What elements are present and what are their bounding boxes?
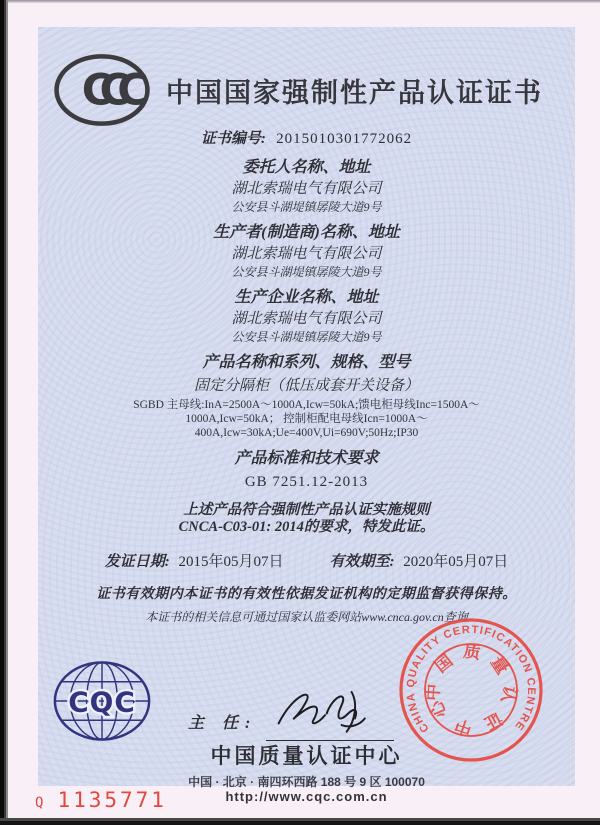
issue-date (105, 550, 284, 571)
product-heading: 产品名称和系列、规格、型号 (202, 354, 411, 371)
certificate-number-label: 证书编号: (200, 131, 266, 147)
applicant-name: 湖北索瑞电气有限公司 (231, 181, 382, 197)
director-signature-row (188, 682, 428, 741)
validity-note: 证书有效期内本证书的有效性依据发证机构的定期监督获得保持。 (96, 587, 517, 602)
ccc-mark-icon (52, 51, 152, 129)
standard-value: GB 7251.12-2013 (244, 474, 369, 490)
serial-prefix: Q (35, 795, 44, 811)
product-specs (38, 398, 575, 440)
stamp-inner-text: 中国质量认证中心 (422, 641, 520, 739)
stamp-ring-text: CHINA QUALITY CERTIFICATION CENTRE (404, 623, 538, 735)
certificate-header (38, 51, 575, 129)
signature-block (266, 682, 394, 741)
form-serial-number (35, 788, 167, 812)
applicant-address: 公安县斗湖堤镇孱陵大道9号 (231, 200, 382, 214)
product-spec-line: 400A,Icw=30kA;Ue=400V,Ui=690V;50Hz;IP30 (194, 427, 419, 439)
issue-date-value: 2015年05月07日 (178, 554, 284, 570)
product-spec-line: 1000A,Icw=50kA； 控制柜配电母线Icn=1000A～ (185, 413, 428, 425)
standard-heading: 产品标准和技术要求 (234, 450, 379, 467)
org-url: http://www.cqc.com.cn (225, 789, 388, 804)
declaration (38, 502, 575, 536)
scan-edge-top (0, 0, 600, 3)
ccc-mark-letters: CCC (81, 65, 135, 116)
cqc-globe-logo (52, 658, 152, 744)
product-spec-line: SGBD 主母线:InA=2500A～1000A,Icw=50kA;馈电柜母线Inc=1500A～ (133, 399, 480, 411)
red-seal-stamp (396, 615, 546, 765)
factory-address: 公安县斗湖堤镇孱陵大道9号 (231, 330, 382, 344)
factory-name: 湖北索瑞电气有限公司 (231, 311, 382, 327)
product-name: 固定分隔柜（低压成套开关设备） (193, 378, 419, 394)
certificate-number-line (38, 129, 575, 149)
scan-edge-bottom (0, 818, 600, 825)
expiry-date (330, 550, 509, 571)
org-address: 中国 · 北京 · 南四环西路 188 号 9 区 100070 (188, 775, 425, 789)
serial-digits: 1135771 (57, 788, 167, 812)
applicant-heading: 委托人名称、地址 (242, 159, 371, 176)
declaration-line: 上述产品符合强制性产品认证实施规则 (183, 502, 430, 518)
manufacturer-address: 公安县斗湖堤镇孱陵大道9号 (231, 265, 382, 279)
dates-row (38, 550, 575, 571)
query-note: 本证书的相关信息可通过国家认监委网站www.cnca.gov.cn查询 (145, 610, 468, 624)
expiry-date-label: 有效期至: (329, 554, 395, 570)
director-signature-icon (266, 682, 394, 740)
cqc-logo-letters: CQC (68, 685, 136, 719)
certificate-number-value: 2015010301772062 (276, 131, 413, 147)
director-label: 主 任: (188, 715, 258, 732)
scan-edge-left (0, 0, 8, 825)
manufacturer-heading: 生产者(制造商)名称、地址 (213, 224, 400, 241)
issue-date-label: 发证日期: (104, 554, 170, 570)
factory-heading: 生产企业名称、地址 (234, 289, 379, 306)
certificate-title: 中国国家强制性产品认证证书 (166, 77, 543, 108)
declaration-line: CNCA-C03-01: 2014的要求，特发此证。 (178, 519, 435, 535)
expiry-date-value: 2020年05月07日 (403, 554, 509, 570)
manufacturer-name: 湖北索瑞电气有限公司 (231, 246, 382, 262)
org-name: 中国质量认证中心 (210, 745, 403, 768)
